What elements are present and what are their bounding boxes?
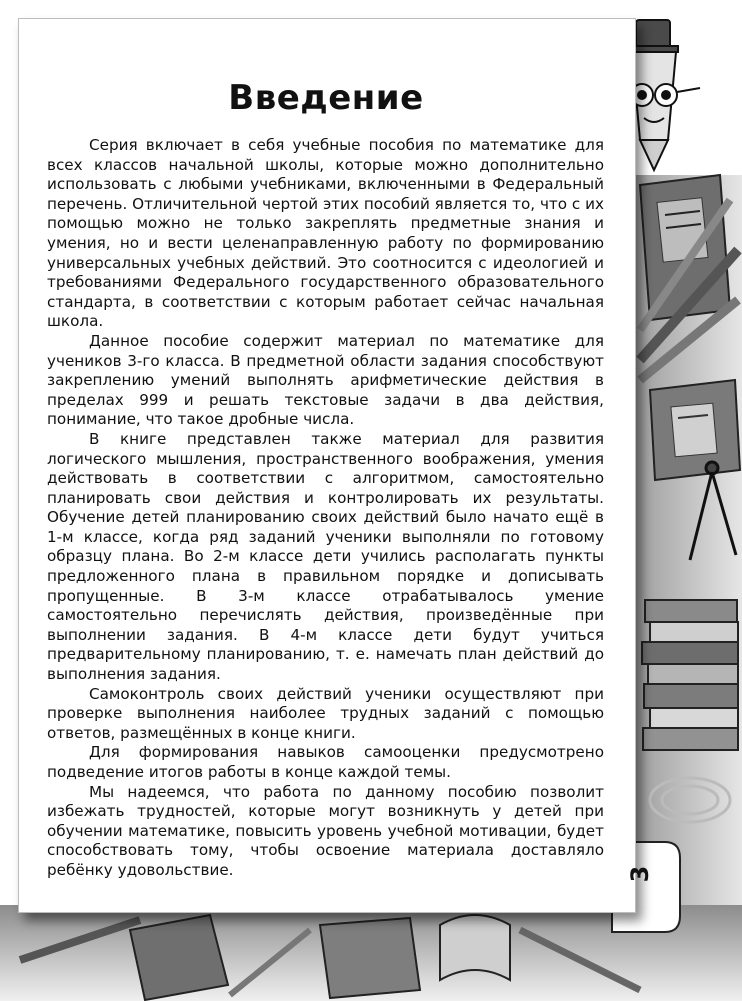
book-stack-icon (642, 600, 738, 750)
notebook-icon (640, 175, 730, 320)
paragraph: В книге представлен также материал для развития логического мышления, пространственного воображения, умения действовать в соответствии с алгоритмом, самостоятельно планировать свои действия и контролировать их результаты. Обучение детей планированию своих действий было начато ещё в 1-м классе, когда ряд заданий ученики выполняли по готовому образцу плана. Во 2-м классе дети учились располагать пункты предложенного плана в правильном порядке и дописывать пропущенные. В 3-м классе отрабатывалось умение самостоятельно перечислять действия, произведённые при выполнении задания. В 4-м классе дети будут учиться предварительному планированию, т. е. намечать план действий до выполнения задания. (47, 429, 604, 684)
paragraph: Данное пособие содержит материал по математике для учеников 3-го класса. В предметной области задания способствуют закреплению умений выполнять арифметические действия в пределах 999 и решать текстовые задачи в два действия, понимание, что такое дробные числа. (47, 331, 604, 429)
paragraph: Мы надеемся, что работа по данному пособию позволит избежать трудностей, которые могут возникнуть у детей при обучении математике, повысить уровень учебной мотивации, будет способствовать тому, чтобы освоение материала доставляло ребёнку удовольствие. (47, 782, 604, 879)
body-text (47, 136, 604, 881)
page-number: 3 (626, 865, 654, 883)
book-icon (650, 380, 740, 480)
paragraph: Для формирования навыков самооценки предусмотрено подведение итогов работы в конце каждой темы. (47, 743, 604, 781)
paragraph: Серия включает в себя учебные пособия по математике для всех классов начальной школы, которые можно дополнительно использовать с любыми учебниками, включенными в Федеральный перечень. Отличительной чертой этих пособий является то, что с их помощью можно не только закреплять предметные знания и умения, но и вести целенаправленную работу по формированию универсальных учебных действий. Это соотносится с идеологией и требованиями Федерального государственного образовательного стандарта, в соответствии с которым работает сейчас начальная школа. (47, 136, 604, 331)
paragraph: Самоконтроль своих действий ученики осуществляют при проверке выполнения наиболее трудных заданий с помощью ответов, размещённых в конце книги. (47, 684, 604, 742)
page-title: Введение (228, 78, 424, 118)
